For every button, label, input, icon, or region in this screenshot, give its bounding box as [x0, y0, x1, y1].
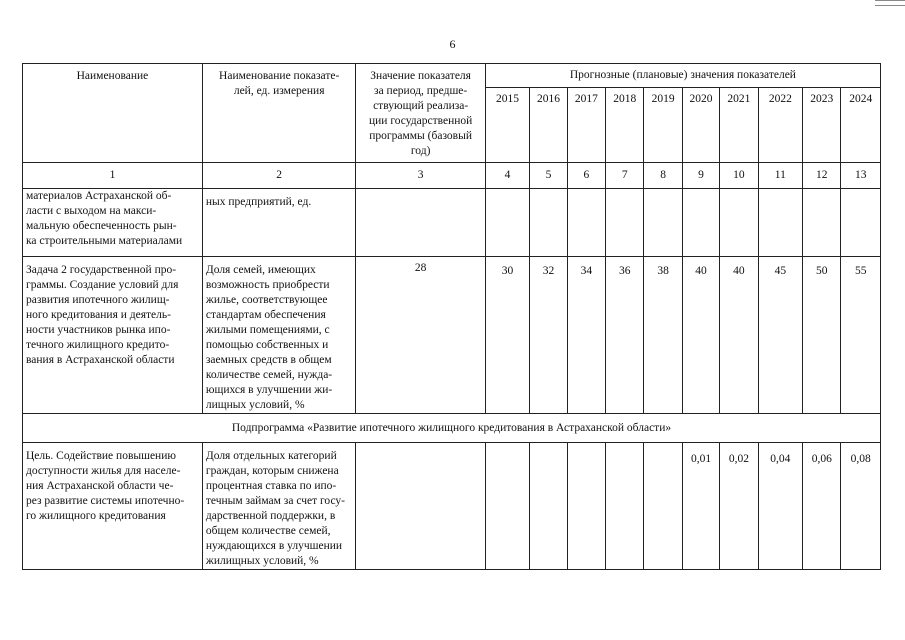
row-value: [567, 189, 605, 257]
header-year: 2024: [841, 88, 881, 163]
row-value: 34: [567, 257, 605, 414]
row-value: [485, 443, 529, 570]
header-indicator: Наименование показате- лей, ед. измерения: [202, 64, 356, 163]
row-value: 38: [644, 257, 682, 414]
row-base-value: [356, 443, 485, 570]
row-name: Цель. Содействие повышению доступности жилья для населе- ния Астраханской области че- рез развитие системы ипотечно- го жилищного кредитования: [23, 443, 203, 570]
row-value: [567, 443, 605, 570]
row-value: 0,08: [841, 443, 881, 570]
row-value: [682, 189, 719, 257]
column-number: 4: [485, 163, 529, 189]
column-number: 10: [720, 163, 758, 189]
subprogram-title: Подпрограмма «Развитие ипотечного жилищного кредитования в Астраханской области»: [23, 414, 881, 443]
row-value: 40: [720, 257, 758, 414]
row-value: 55: [841, 257, 881, 414]
row-value: [606, 443, 644, 570]
row-value: [606, 189, 644, 257]
row-value: 0,01: [682, 443, 719, 570]
row-value: 32: [530, 257, 567, 414]
row-indicator: Доля отдельных категорий граждан, которым снижена процентная ставка по ипо- течным займам за счет госу- дарственной поддержки, в общем количестве семей, нуждающихся в улучшении жилищных условий, %: [202, 443, 356, 570]
row-value: 30: [485, 257, 529, 414]
column-number: 2: [202, 163, 356, 189]
header-forecast: Прогнозные (плановые) значения показателей: [485, 64, 880, 88]
row-value: 36: [606, 257, 644, 414]
row-value: [530, 189, 567, 257]
row-value: 50: [803, 257, 841, 414]
table-row: [23, 257, 881, 414]
row-value: 0,06: [803, 443, 841, 570]
indicators-table: [22, 63, 881, 570]
row-value: [720, 189, 758, 257]
column-number: 13: [841, 163, 881, 189]
page-number: 6: [449, 37, 456, 51]
row-value: [644, 189, 682, 257]
column-number-row: [23, 163, 881, 189]
column-number: 8: [644, 163, 682, 189]
header-row-1: [23, 64, 881, 88]
scan-edge-mark: [875, 0, 905, 6]
column-number: 7: [606, 163, 644, 189]
header-year: 2017: [567, 88, 605, 163]
row-base-value: 28: [356, 257, 485, 414]
row-value: [644, 443, 682, 570]
header-year: 2016: [530, 88, 567, 163]
row-name: Задача 2 государственной про- граммы. Создание условий для развития ипотечного жилищ- ного кредитования и деятель- ности участников рынка ипо- течного жилищного кредито- вания в Астраханской области: [23, 257, 203, 414]
row-value: 40: [682, 257, 719, 414]
subprogram-row: [23, 414, 881, 443]
table-row: [23, 443, 881, 570]
column-number: 11: [758, 163, 802, 189]
header-year: 2021: [720, 88, 758, 163]
row-value: [803, 189, 841, 257]
row-value: [841, 189, 881, 257]
column-number: 3: [356, 163, 485, 189]
header-year: 2019: [644, 88, 682, 163]
header-year: 2022: [758, 88, 802, 163]
row-value: 45: [758, 257, 802, 414]
column-number: 1: [23, 163, 203, 189]
header-base-value: Значение показателя за период, предше- ствующий реализа- ции государственной программы (базовый год): [356, 64, 485, 163]
row-indicator: Доля семей, имеющих возможность приобрести жилье, соответствующее стандартам обеспечения жилыми помещениями, с помощью собственных и заемных средств в общем количестве семей, нужда- ющихся в улучшении жи- лищных условий, %: [202, 257, 356, 414]
row-value: [530, 443, 567, 570]
row-base-value: [356, 189, 485, 257]
row-name: материалов Астраханской об- ласти с выходом на макси- мальную обеспеченность рын- ка строительными материалами: [23, 189, 203, 257]
column-number: 9: [682, 163, 719, 189]
header-year: 2020: [682, 88, 719, 163]
header-name: Наименование: [23, 64, 203, 163]
row-value: [758, 189, 802, 257]
row-value: 0,04: [758, 443, 802, 570]
header-year: 2023: [803, 88, 841, 163]
header-year: 2015: [485, 88, 529, 163]
header-year: 2018: [606, 88, 644, 163]
column-number: 12: [803, 163, 841, 189]
column-number: 5: [530, 163, 567, 189]
row-indicator: ных предприятий, ед.: [202, 189, 356, 257]
column-number: 6: [567, 163, 605, 189]
table-row: [23, 189, 881, 257]
row-value: [485, 189, 529, 257]
row-value: 0,02: [720, 443, 758, 570]
